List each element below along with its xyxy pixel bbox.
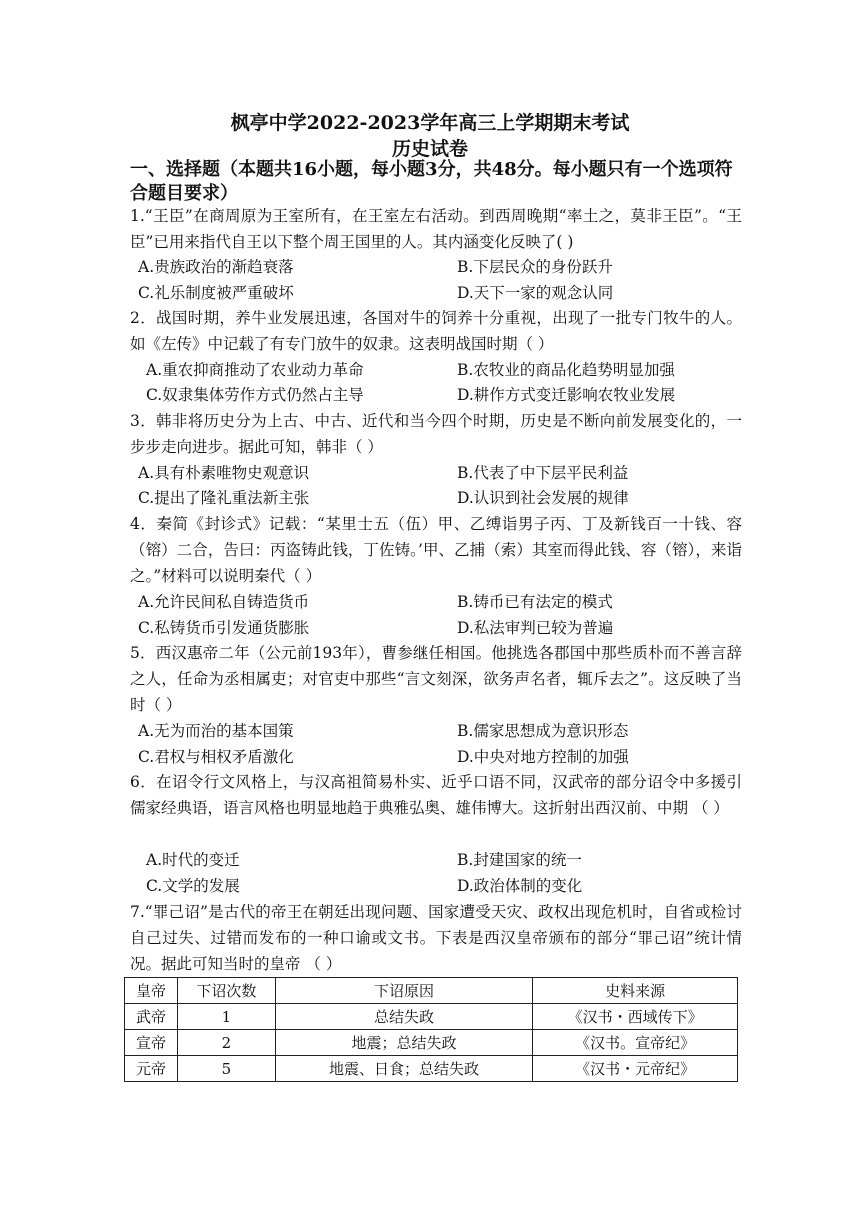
q4-option-a: A.允许民间私自铸造货币 bbox=[138, 593, 310, 611]
q1-option-b: B.下层民众的身份跃升 bbox=[457, 258, 613, 276]
question-6: 6．在诏令行文风格上，与汉高祖简易朴实、近乎口语不同，汉武帝的部分诏令中多援引儒家经典语，语言风格也明显地趋于典雅弘奥、雄伟博大。这折射出西汉前、中期 （ ） bbox=[130, 773, 742, 817]
table-header-row bbox=[125, 978, 738, 1004]
question-5: 5．西汉惠帝二年（公元前193年），曹参继任相国。他挑选各郡国中那些质朴而不善言辞之人，任命为丞相属吏；对官吏中那些“言文刻深，欲务声名者，辄斥去之”。这反映了当时（ ） bbox=[130, 644, 742, 714]
table-header-cell: 下诏次数 bbox=[177, 978, 275, 1004]
exam-title: 枫亭中学2022-2023学年高三上学期期末考试 bbox=[230, 112, 630, 134]
edict-table bbox=[124, 977, 738, 1082]
q1-option-c: C.礼乐制度被严重破坏 bbox=[138, 284, 294, 302]
q6-option-b: B.封建国家的统一 bbox=[457, 851, 582, 869]
q4-option-d: D.私法审判已较为普遍 bbox=[457, 619, 614, 637]
table-header-cell: 史料来源 bbox=[533, 978, 738, 1004]
table-row bbox=[125, 1030, 738, 1056]
table-cell: 总结失政 bbox=[275, 1004, 533, 1030]
q5-option-a: A.无为而治的基本国策 bbox=[138, 722, 294, 740]
q4-option-b: B.铸币已有法定的模式 bbox=[457, 593, 613, 611]
q6-option-a: A.时代的变迁 bbox=[146, 851, 240, 869]
q3-option-d: D.认识到社会发展的规律 bbox=[457, 489, 629, 507]
q4-option-c: C.私铸货币引发通货膨胀 bbox=[138, 619, 310, 637]
question-7: 7.“罪己诏”是古代的帝王在朝廷出现问题、国家遭受天灾、政权出现危机时，自省或检讨自己过失、过错而发布的一种口谕或文书。下表是西汉皇帝颁布的部分“罪己诏”统计情况。据此可知当时的皇帝 （ ） bbox=[130, 903, 742, 973]
table-cell: 《汉书・西域传下》 bbox=[533, 1004, 738, 1030]
section-heading: 一、选择题（本题共16小题，每小题3分，共48分。每小题只有一个选项符合题目要求） bbox=[130, 159, 733, 204]
q3-option-c: C.提出了隆礼重法新主张 bbox=[138, 489, 310, 507]
table-cell: 1 bbox=[177, 1004, 275, 1030]
q3-option-a: A.具有朴素唯物史观意识 bbox=[138, 464, 310, 482]
q5-option-b: B.儒家思想成为意识形态 bbox=[457, 722, 629, 740]
question-2: 2．战国时期，养牛业发展迅速，各国对牛的饲养十分重视，出现了一批专门牧牛的人。如《左传》中记载了有专门放牛的奴隶。这表明战国时期（ ） bbox=[130, 309, 742, 353]
table-cell: 宣帝 bbox=[125, 1030, 178, 1056]
table-row bbox=[125, 1004, 738, 1030]
q6-option-c: C.文学的发展 bbox=[146, 877, 240, 895]
q3-option-b: B.代表了中下层平民利益 bbox=[457, 464, 629, 482]
question-4: 4．秦简《封诊式》记载：“某里士五（伍）甲、乙缚诣男子丙、丁及新钱百一十钱、容（镕）二合，告曰：丙盗铸此钱，丁佐铸。’甲、乙捕（索）其室而得此钱、容（镕），来诣之。”材料可以说明秦代（ ） bbox=[130, 515, 742, 585]
table-cell: 元帝 bbox=[125, 1056, 178, 1082]
table-cell: 地震、日食；总结失政 bbox=[275, 1056, 533, 1082]
table-row bbox=[125, 1056, 738, 1082]
exam-subtitle: 历史试卷 bbox=[391, 138, 468, 160]
question-1: 1.“王臣”在商周原为王室所有，在王室左右活动。到西周晚期“率土之，莫非王臣”。“王臣”已用来指代自王以下整个周王国里的人。其内涵变化反映了( ) bbox=[130, 207, 742, 251]
table-header-cell: 皇帝 bbox=[125, 978, 178, 1004]
table-cell: 地震；总结失政 bbox=[275, 1030, 533, 1056]
q5-option-c: C.君权与相权矛盾激化 bbox=[138, 748, 294, 766]
question-3: 3．韩非将历史分为上古、中古、近代和当今四个时期，历史是不断向前发展变化的，一步步走向进步。据此可知，韩非（ ） bbox=[130, 412, 742, 456]
q1-option-d: D.天下一家的观念认同 bbox=[457, 284, 614, 302]
table-cell: 《汉书。宣帝纪》 bbox=[533, 1030, 738, 1056]
table-header-cell: 下诏原因 bbox=[275, 978, 533, 1004]
q5-option-d: D.中央对地方控制的加强 bbox=[457, 748, 629, 766]
table-cell: 武帝 bbox=[125, 1004, 178, 1030]
q1-option-a: A.贵族政治的渐趋衰落 bbox=[138, 258, 294, 276]
q6-option-d: D.政治体制的变化 bbox=[457, 877, 583, 895]
table-cell: 《汉书・元帝纪》 bbox=[533, 1056, 738, 1082]
table-cell: 5 bbox=[177, 1056, 275, 1082]
q2-option-a: A.重农抑商推动了农业动力革命 bbox=[146, 361, 364, 379]
q2-option-d: D.耕作方式变迁影响农牧业发展 bbox=[457, 386, 676, 404]
q2-option-c: C.奴隶集体劳作方式仍然占主导 bbox=[146, 386, 364, 404]
table-cell: 2 bbox=[177, 1030, 275, 1056]
q2-option-b: B.农牧业的商品化趋势明显加强 bbox=[457, 361, 675, 379]
